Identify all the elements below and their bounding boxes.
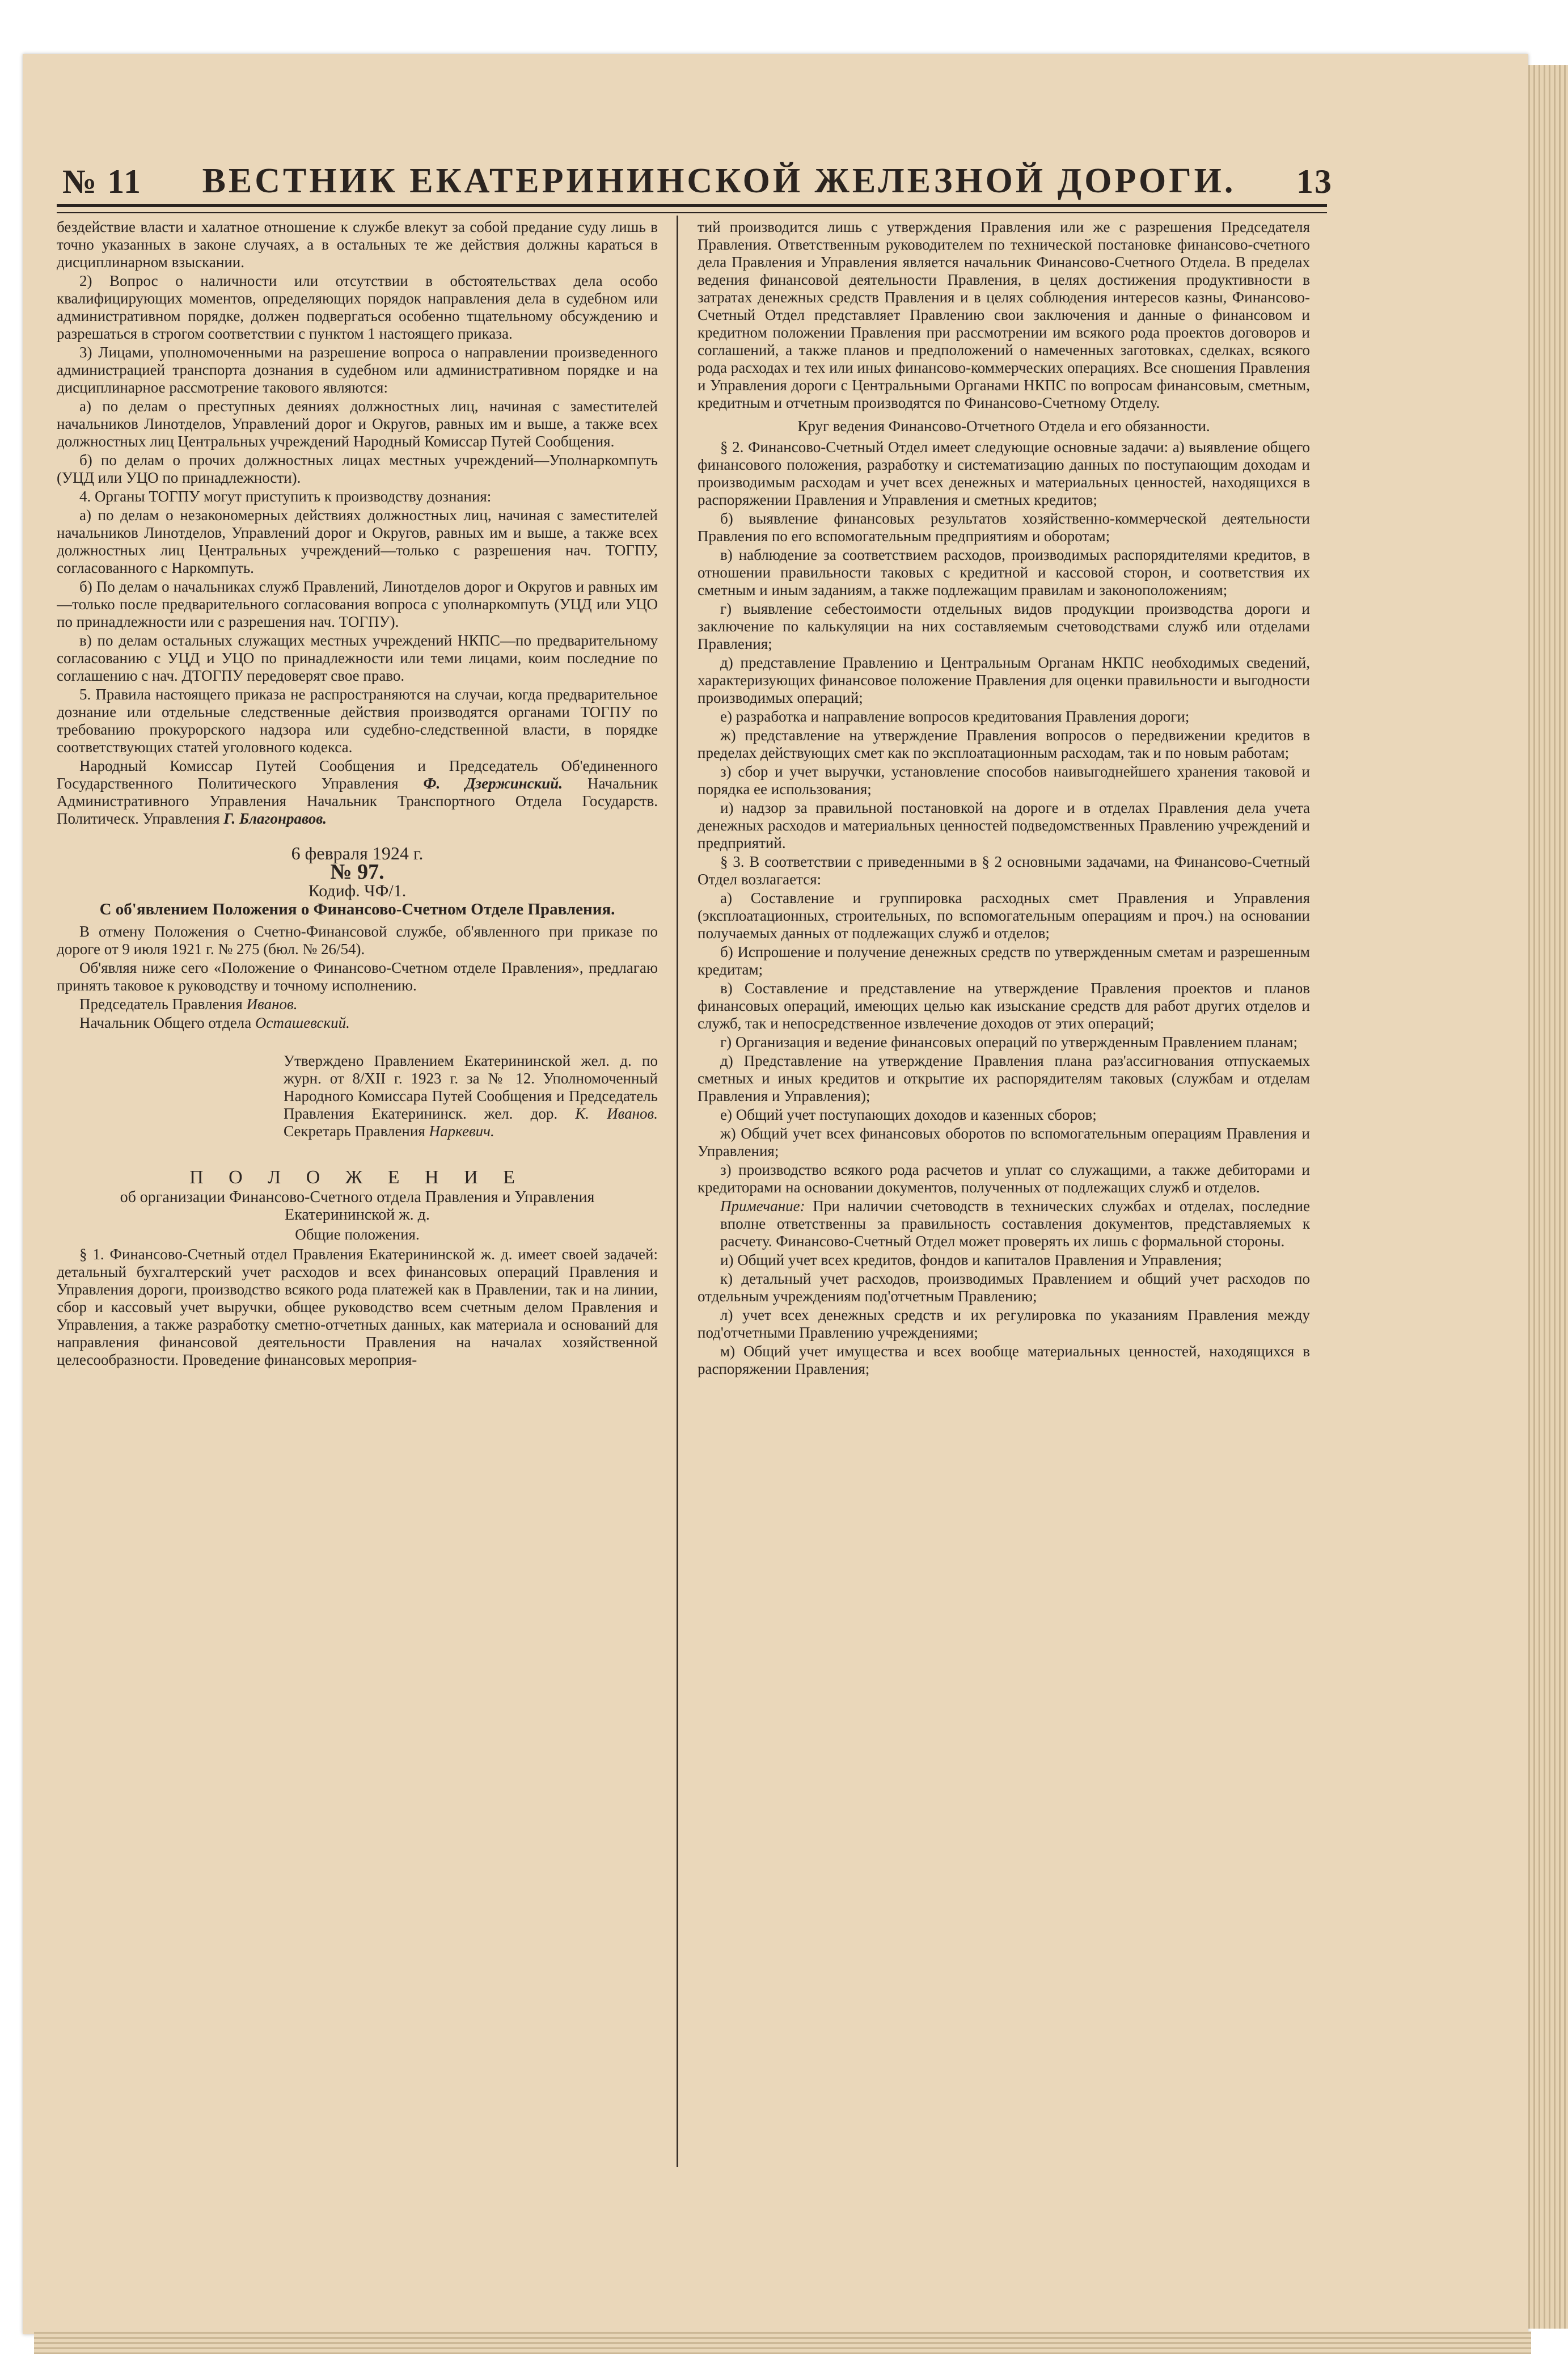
order-code: Кодиф. ЧФ/1. <box>308 882 407 900</box>
list-item: в) Составление и представление на утверждение Правления проектов и планов финансовых операций, имеющих целью как изыскание средств для работ других отделов и служб, так и непосредственное извлечение доходов от этих операций; <box>698 980 1310 1032</box>
left-column <box>57 218 658 2192</box>
list-item: ж) Общий учет всех финансовых оборотов по вспомогательным операциям Правления и Управления; <box>698 1125 1310 1159</box>
paragraph: а) по делам о незакономерных действиях должностных лиц, начиная с заместителей начальников Линотделов, Управлений дорог и Округов, равных им и выше, а также всех должностных лиц Центральных учреждений—только с разрешения нач. ТОГПУ, согласованного с Наркомпуть. <box>57 507 658 576</box>
order-number: № 97. <box>330 860 384 884</box>
list-item: и) Общий учет всех кредитов, фондов и капиталов Правления и Управления; <box>720 1251 1222 1268</box>
paragraph: § 1. Финансово-Счетный отдел Правления Екатерининской ж. д. имеет своей задачей: детальный бухгалтерский учет расходов и всех финансовых операций Правления и Управления дороги, производство всякого рода платежей как в Правлении, так и на линии, сбор и кассовый учет выручки, общее руководство всем счетным делом Правления и Управления, а также разработку сметно-отчетных данных, как материала и оснований для направления финансовой деятельности Правления на началах хозяйственной целесообразности. Проведение финансовых мероприя- <box>57 1246 658 1368</box>
signature-role: Начальник Общего отдела <box>79 1014 252 1031</box>
signature-text: Начальник Административного Управления Начальник Транспортного Отдела Государств. Политическ. Управления <box>57 775 658 827</box>
list-item: ж) представление на утверждение Правления вопросов о передвижении кредитов в пределах действующих смет как по эксплоатационным расходам, так и по новым работам; <box>698 727 1310 761</box>
column-divider <box>677 216 678 2167</box>
list-item: д) представление Правлению и Центральным Органам НКПС необходимых сведений, характеризующих финансовое положение Правления для оценки правильности и выгодности производимых операций; <box>698 654 1310 706</box>
note-title: Примечание: <box>720 1197 805 1215</box>
paragraph: в) по делам остальных служащих местных учреждений НКПС—по предварительному согласованию с УЦД и УЦО по принадлежности или теми лицами, коим последние по соглашению с нач. ДТОГПУ передоверят свое право. <box>57 632 658 684</box>
signature-name: Г. Благонравов. <box>223 810 327 827</box>
list-item: б) выявление финансовых результатов хозяйственно-коммерческой деятельности Правления по его вспомогательным предприятиям и оборотам; <box>698 510 1310 545</box>
paragraph: 2) Вопрос о наличности или отсутствии в обстоятельствах дела особо квалифицирующих моментов, определяющих порядок направления дела в судебном или административном порядке, должен подвергаться особенно тщательному обсуждению и разрешаться в строгом соответствии с пунктом 1 настоящего приказа. <box>57 272 658 342</box>
approval-name: Наркевич. <box>429 1123 495 1140</box>
header-rule <box>57 204 1327 213</box>
note-text: При наличии счетоводств в технических службах и отделах, последние вполне ответственны за правильность составления документов, представляемых к расчету. Финансово-Счетный Отдел может проверять их лишь с формальной стороны. <box>720 1197 1310 1250</box>
section-heading: Круг ведения Финансово-Отчетного Отдела и его обязанности. <box>797 418 1210 435</box>
paragraph: 3) Лицами, уполномоченными на разрешение вопроса о направлении произведенного администрацией транспорта дознания в судебном или административном порядке и на дисциплинарное рассмотрение такового являются: <box>57 344 658 396</box>
list-item: е) разработка и направление вопросов кредитования Правления дороги; <box>720 708 1190 725</box>
paragraph: § 3. В соответствии с приведенными в § 2 основными задачами, на Финансово-Счетный Отдел возлагается: <box>698 853 1310 888</box>
order-date: 6 февраля 1924 г. <box>291 843 424 863</box>
issue-number: № 11 <box>62 163 142 200</box>
approval-text: Секретарь Правления <box>284 1123 425 1140</box>
page-header <box>62 153 1333 201</box>
paragraph: 5. Правила настоящего приказа не распространяются на случаи, когда предварительное дознание или отдельные следственные действия производятся органами ТОГПУ по требованию прокурорского надзора или судебно-следственной власти, в порядке соответствующих статей уголовного кодекса. <box>57 686 658 756</box>
paragraph: б) По делам о начальниках служб Правлений, Линотделов дорог и Округов и равных им—только после предварительного согласования вопроса с уполнаркомпуть (УЦД или УЦО по принадлежности или с разрешения нач. ТОГПУ). <box>57 578 658 630</box>
list-item: к) детальный учет расходов, производимых Правлением и общий учет расходов по отдельным учреждениям под'отчетным Правлению; <box>698 1270 1310 1305</box>
page-number: 13 <box>1296 163 1333 200</box>
list-item: е) Общий учет поступающих доходов и казенных сборов; <box>720 1106 1097 1123</box>
signature-name: Иванов. <box>246 996 298 1013</box>
list-item: г) Организация и ведение финансовых операций по утвержденным Правлением планам; <box>720 1034 1298 1051</box>
approval-note <box>284 1052 658 1140</box>
paragraph: б) по делам о прочих должностных лицах местных учреждений—Уполнаркомпуть (УЦД или УЦО по принадлежности). <box>57 452 658 486</box>
list-item: и) надзор за правильной постановкой на дороге и в отделах Правления дела учета денежных расходов и материальных ценностей подведомственных Правлению учреждений и предприятий. <box>698 799 1310 851</box>
stacked-page-edges <box>1528 65 1568 2329</box>
list-item: г) выявление себестоимости отдельных видов продукции производства дороги и заключение по калькуляции на них составляемым счетоводствами служб или отделами Правления; <box>698 600 1310 652</box>
list-item: м) Общий учет имущества и всех вообще материальных ценностей, находящихся в распоряжении Правления; <box>698 1343 1310 1377</box>
signature-name: Ф. Дзержинский. <box>423 775 563 792</box>
polozhenie-subtitle: об организации Финансово-Счетного отдела Правления и Управления Екатерининской ж. д. <box>120 1188 595 1224</box>
newspaper-title: ВЕСТНИК ЕКАТЕРИНИНСКОЙ ЖЕЛЕЗНОЙ ДОРОГИ. <box>202 162 1236 200</box>
signature-text: Народный Комиссар Путей Сообщения и Председатель Об'единенного Государственного Политического Управления <box>57 757 658 792</box>
list-item: з) производство всякого рода расчетов и уплат со служащими, а также дебиторами и кредиторами на основании документов, полученных от подлежащих служб и отделов. <box>698 1161 1310 1196</box>
list-item: з) сбор и учет выручки, установление способов наивыгоднейшего хранения таковой и порядка ее использования; <box>698 763 1310 798</box>
paragraph: тий производится лишь с утверждения Правления или же с разрешения Председателя Правления. Ответственным руководителем по технической постановке финансово-счетного дела Правления и Управления является начальник Финансово-Счетного Отдела. В пределах ведения финансовой деятельности Правления, в целях достижения продуктивности в затратах денежных средств Правления и в целях соблюдения интересов казны, Финансово-Счетный Отдел представляет Правлению свои заключения и данные о финансовом и кредитном положении Правления при рассмотрении им всякого рода проектов договоров и соглашений, а также планов и предположений о намеченных заготовках, сделках, всякого рода расходах и тех или иных финансово-коммерческих операциях. Все сношения Правления и Управления дороги с Центральными Органами НКПС по вопросам финансовым, сметным, кредитным и отчетным производятся по Финансово-Счетному Отделу. <box>698 218 1310 411</box>
signature-block <box>57 757 658 828</box>
paragraph: 4. Органы ТОГПУ могут приступить к производству дознания: <box>79 488 492 505</box>
paragraph: а) по делам о преступных деяниях должностных лиц, начиная с заместителей начальников Линотделов, Управлений дорог и Округов, равных им и выше, а также всех должностных лиц Центральных учреждений Народный Комиссар Путей Сообщения. <box>57 398 658 450</box>
paragraph: бездействие власти и халатное отношение к службе влекут за собой предание суду лишь в точно указанных в законе случаях, а в остальных те же действия должны караться в дисциплинарном взыскании. <box>57 218 658 271</box>
list-item: л) учет всех денежных средств и их регулировка по указаниям Правления между под'отчетными Правлению учреждениями; <box>698 1306 1310 1341</box>
list-item: в) наблюдение за соответствием расходов, производимых распорядителями кредитов, в отношении правильности таковых с кредитной и кассовой сторон, и соответствия их сметным и иным заданиям, а также подлежащим правилам и законоположениям; <box>698 546 1310 598</box>
right-column <box>698 218 1310 2192</box>
signature-line <box>57 1014 658 1032</box>
stacked-page-edges-bottom <box>34 2331 1531 2354</box>
approval-name: К. Иванов. <box>575 1105 658 1122</box>
signature-role: Председатель Правления <box>79 996 243 1013</box>
section-heading: Общие положения. <box>295 1226 420 1243</box>
paragraph: § 2. Финансово-Счетный Отдел имеет следующие основные задачи: а) выявление общего финансового положения, разработку и систематизацию данных по поступающим доходам и производимым расходам и учет всех денежных и материальных ценностей, находящихся в распоряжении Правления и Управления и сметных кредитов; <box>698 438 1310 508</box>
paragraph: Об'являя ниже сего «Положение о Финансово-Счетном отделе Правления», предлагаю принять таковое к руководству и точному исполнению. <box>57 959 658 994</box>
signature-name: Осташевский. <box>255 1014 350 1031</box>
signature-line <box>57 996 658 1013</box>
list-item: а) Составление и группировка расходных смет Правления и Управления (эксплоатационных, строительных, по вспомогательным операциям и проч.) на основании получаемых данных от подлежащих служб и отделов; <box>698 889 1310 942</box>
list-item: д) Представление на утверждение Правления плана раз'ассигнования отпускаемых сметных и иных кредитов и открытие их распорядителям таковых (службам и отделам Правления и Управления); <box>698 1052 1310 1104</box>
order-subject: С об'явлением Положения о Финансово-Счетном Отделе Правления. <box>99 900 615 918</box>
polozhenie-title: П О Л О Ж Е Н И Е <box>189 1167 525 1188</box>
list-item: б) Испрошение и получение денежных средств по утвержденным сметам и разрешенным кредитам; <box>698 943 1310 978</box>
note-block <box>720 1197 1310 1250</box>
approval-text: Утверждено Правлением Екатерининской жел. д. по журн. от 8/XII г. 1923 г. за № 12. Уполномоченный Народного Комиссара Путей Сообщения и Председатель Правления Екатерининск. жел. дор. <box>284 1052 658 1122</box>
paragraph: В отмену Положения о Счетно-Финансовой службе, об'явленного при приказе по дороге от 9 июля 1921 г. № 275 (бюл. № 26/54). <box>57 923 658 958</box>
